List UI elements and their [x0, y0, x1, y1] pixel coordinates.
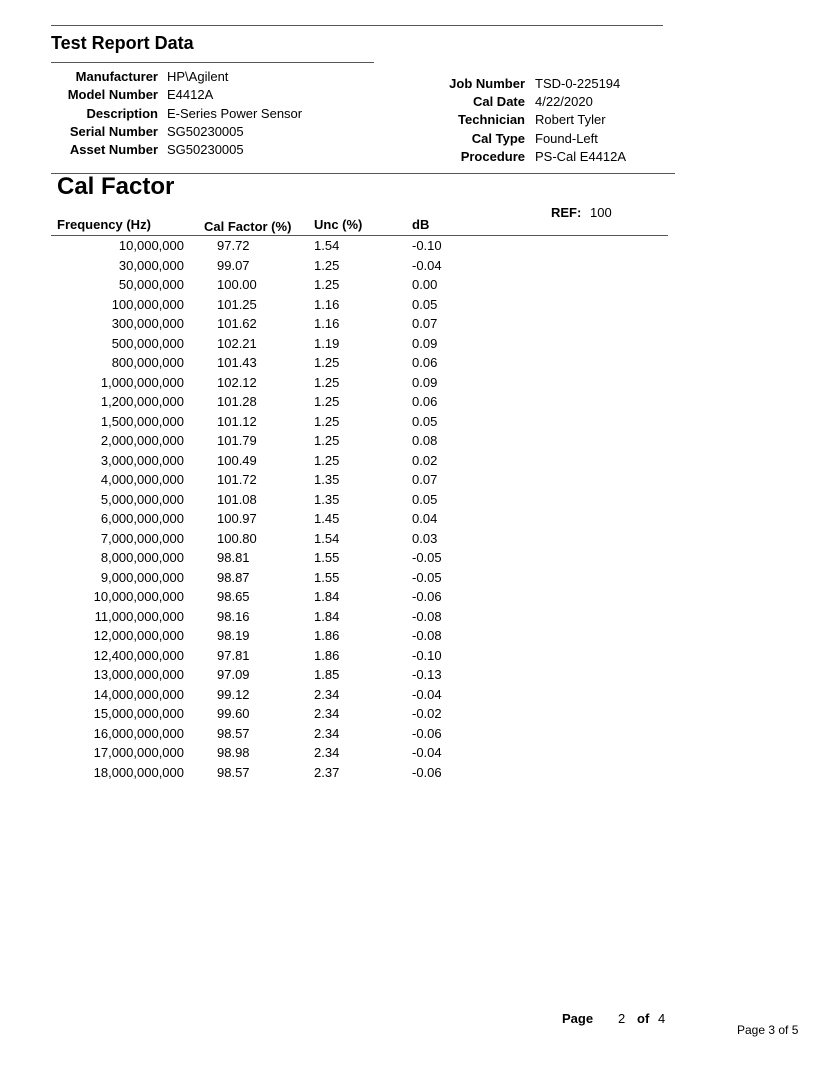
unc-cell: 1.25	[314, 277, 340, 292]
page-label: Page	[562, 1011, 594, 1026]
table-row	[0, 431, 835, 451]
title-underline	[51, 62, 374, 63]
cal-factor-cell: 97.09	[217, 667, 250, 682]
frequency-cell: 30,000,000	[118, 257, 184, 273]
frequency-cell: 4,000,000,000	[100, 472, 184, 487]
unc-cell: 1.86	[314, 647, 340, 663]
cal-factor-cell: 98.19	[217, 628, 250, 643]
unc-cell: 1.25	[314, 433, 340, 448]
cal-factor-cell: 99.60	[217, 706, 250, 721]
unc-cell: 1.55	[314, 550, 340, 565]
unc-cell: 1.84	[314, 608, 340, 624]
cal-factor-cell: 98.87	[217, 569, 250, 585]
table-row	[0, 626, 835, 646]
frequency-cell: 1,000,000,000	[100, 374, 184, 390]
frequency-cell: 8,000,000,000	[100, 550, 184, 565]
serial-number-label: Serial Number	[69, 124, 158, 139]
unc-cell: 1.25	[314, 394, 340, 409]
db-cell: -0.06	[412, 589, 442, 604]
table-row	[0, 509, 835, 529]
unc-cell: 1.19	[314, 335, 340, 351]
unc-cell: 1.86	[314, 628, 340, 643]
asset-number-label: Asset Number	[69, 142, 158, 157]
table-row	[0, 568, 835, 588]
table-row	[0, 763, 835, 783]
table-row	[0, 704, 835, 724]
table-row	[0, 470, 835, 490]
db-cell: -0.06	[412, 725, 442, 741]
db-cell: 0.06	[412, 355, 438, 370]
table-row	[0, 392, 835, 412]
table-row	[0, 353, 835, 373]
table-row	[0, 295, 835, 315]
frequency-cell: 5,000,000,000	[100, 491, 184, 507]
cal-type-value: Found-Left	[535, 131, 598, 146]
cal-factor-cell: 101.12	[217, 413, 257, 429]
unc-cell: 1.25	[314, 355, 340, 370]
serial-number-value: SG50230005	[167, 124, 244, 139]
unc-cell: 1.35	[314, 491, 340, 507]
db-cell: -0.13	[412, 667, 442, 682]
frequency-cell: 15,000,000,000	[93, 706, 184, 721]
db-cell: -0.04	[412, 686, 442, 702]
cal-factor-cell: 98.65	[217, 589, 250, 604]
db-cell: 0.05	[412, 413, 438, 429]
frequency-cell: 500,000,000	[111, 335, 184, 351]
document-page-indicator: Page 3 of 5	[737, 1023, 799, 1037]
cal-factor-header: Cal Factor (%)	[204, 219, 292, 234]
table-row	[0, 724, 835, 744]
db-cell: -0.02	[412, 706, 442, 721]
unc-cell: 1.16	[314, 316, 340, 331]
frequency-cell: 10,000,000,000	[93, 589, 184, 604]
frequency-cell: 100,000,000	[111, 296, 184, 312]
cal-factor-cell: 99.07	[217, 257, 250, 273]
table-row	[0, 334, 835, 354]
unc-cell: 1.16	[314, 296, 340, 312]
table-row	[0, 743, 835, 763]
table-row	[0, 236, 835, 256]
page-of-label: of	[637, 1011, 650, 1026]
frequency-cell: 6,000,000,000	[100, 511, 184, 526]
frequency-cell: 10,000,000	[118, 238, 184, 253]
table-row	[0, 548, 835, 568]
db-cell: -0.08	[412, 608, 442, 624]
frequency-cell: 2,000,000,000	[100, 433, 184, 448]
table-row	[0, 587, 835, 607]
db-cell: -0.04	[412, 257, 442, 273]
technician-label: Technician	[458, 112, 525, 127]
job-number-label: Job Number	[449, 76, 525, 91]
unc-cell: 2.34	[314, 706, 340, 721]
frequency-cell: 300,000,000	[111, 316, 184, 331]
frequency-cell: 13,000,000,000	[93, 667, 184, 682]
table-row	[0, 451, 835, 471]
ref-label: REF:	[551, 205, 582, 220]
db-header: dB	[412, 217, 430, 232]
frequency-cell: 9,000,000,000	[100, 569, 184, 585]
db-cell: -0.10	[412, 647, 442, 663]
unc-cell: 1.35	[314, 472, 340, 487]
db-cell: -0.06	[412, 764, 442, 780]
cal-factor-cell: 102.12	[217, 374, 257, 390]
table-row	[0, 256, 835, 276]
table-row	[0, 529, 835, 549]
db-cell: 0.02	[412, 452, 438, 468]
unc-cell: 1.85	[314, 667, 340, 682]
cal-factor-cell: 98.81	[217, 550, 250, 565]
unc-cell: 1.54	[314, 530, 340, 546]
frequency-cell: 11,000,000,000	[94, 608, 184, 624]
unc-cell: 1.25	[314, 413, 340, 429]
unc-header: Unc (%)	[314, 217, 363, 232]
description-label: Description	[86, 106, 158, 121]
cal-factor-cell: 102.21	[217, 335, 257, 351]
cal-factor-cell: 101.28	[217, 394, 257, 409]
cal-factor-cell: 98.98	[217, 745, 250, 760]
frequency-cell: 14,000,000,000	[93, 686, 184, 702]
db-cell: -0.08	[412, 628, 442, 643]
cal-type-label: Cal Type	[471, 131, 525, 146]
cal-date-value: 4/22/2020	[535, 94, 593, 109]
db-cell: 0.04	[412, 511, 438, 526]
page-number: 2	[618, 1011, 626, 1026]
db-cell: -0.05	[412, 569, 442, 585]
unc-cell: 2.34	[314, 745, 340, 760]
unc-cell: 1.25	[314, 374, 340, 390]
db-cell: 0.05	[412, 491, 438, 507]
db-cell: 0.06	[412, 394, 438, 409]
unc-cell: 1.25	[314, 257, 340, 273]
cal-factor-cell: 101.62	[217, 316, 257, 331]
table-row	[0, 490, 835, 510]
frequency-cell: 12,000,000,000	[93, 628, 184, 643]
manufacturer-label: Manufacturer	[75, 69, 158, 84]
cal-factor-cell: 97.81	[217, 647, 250, 663]
table-row	[0, 373, 835, 393]
frequency-cell: 3,000,000,000	[100, 452, 184, 468]
cal-factor-cell: 100.97	[217, 511, 257, 526]
description-value: E-Series Power Sensor	[167, 106, 303, 121]
top-rule	[51, 25, 663, 26]
job-number-value: TSD-0-225194	[535, 76, 621, 91]
cal-factor-cell: 97.72	[217, 238, 250, 253]
frequency-cell: 1,500,000,000	[100, 413, 184, 429]
cal-factor-cell: 101.79	[217, 433, 257, 448]
frequency-cell: 50,000,000	[118, 277, 184, 292]
asset-number-value: SG50230005	[167, 142, 244, 157]
ref-value: 100	[590, 205, 612, 220]
frequency-cell: 16,000,000,000	[93, 725, 184, 741]
cal-factor-cell: 100.80	[217, 530, 257, 546]
db-cell: 0.00	[412, 277, 438, 292]
db-cell: -0.10	[412, 238, 442, 253]
frequency-header: Frequency (Hz)	[57, 217, 151, 232]
db-cell: -0.05	[412, 550, 442, 565]
report-title: Test Report Data	[51, 33, 194, 53]
frequency-cell: 800,000,000	[111, 355, 184, 370]
unc-cell: 1.84	[314, 589, 340, 604]
cal-factor-cell: 101.43	[217, 355, 257, 370]
page-total: 4	[658, 1011, 666, 1026]
unc-cell: 2.34	[314, 686, 340, 702]
procedure-value: PS-Cal E4412A	[535, 149, 627, 164]
unc-cell: 2.34	[314, 725, 340, 741]
frequency-cell: 1,200,000,000	[100, 394, 184, 409]
db-cell: 0.09	[412, 374, 438, 390]
table-row	[0, 685, 835, 705]
frequency-cell: 18,000,000,000	[93, 764, 184, 780]
cal-factor-cell: 98.16	[217, 608, 250, 624]
db-cell: 0.08	[412, 433, 438, 448]
table-row	[0, 314, 835, 334]
frequency-cell: 7,000,000,000	[100, 530, 184, 546]
table-row	[0, 275, 835, 295]
unc-cell: 1.54	[314, 238, 340, 253]
db-cell: 0.09	[412, 335, 438, 351]
cal-factor-cell: 100.49	[217, 452, 257, 468]
db-cell: 0.07	[412, 316, 438, 331]
model-number-label: Model Number	[67, 87, 158, 102]
unc-cell: 2.37	[314, 764, 340, 780]
unc-cell: 1.45	[314, 511, 340, 526]
procedure-label: Procedure	[460, 149, 525, 164]
technician-value: Robert Tyler	[535, 112, 606, 127]
manufacturer-value: HP\Agilent	[167, 69, 229, 84]
table-row	[0, 665, 835, 685]
unc-cell: 1.25	[314, 452, 340, 468]
db-cell: 0.03	[412, 530, 438, 546]
cal-factor-cell: 101.08	[217, 491, 257, 507]
model-number-value: E4412A	[167, 87, 214, 102]
section-title: Cal Factor	[57, 173, 175, 200]
cal-factor-cell: 98.57	[217, 764, 250, 780]
table-row	[0, 607, 835, 627]
unc-cell: 1.55	[314, 569, 340, 585]
cal-factor-cell: 101.25	[217, 296, 257, 312]
frequency-cell: 17,000,000,000	[93, 745, 184, 760]
db-cell: 0.05	[412, 296, 438, 312]
cal-factor-cell: 99.12	[217, 686, 250, 702]
cal-factor-cell: 101.72	[217, 472, 257, 487]
cal-factor-cell: 100.00	[217, 277, 257, 292]
cal-factor-cell: 98.57	[217, 725, 250, 741]
cal-date-label: Cal Date	[472, 94, 525, 109]
frequency-cell: 12,400,000,000	[93, 647, 184, 663]
db-cell: -0.04	[412, 745, 442, 760]
table-row	[0, 646, 835, 666]
table-row	[0, 412, 835, 432]
db-cell: 0.07	[412, 472, 438, 487]
